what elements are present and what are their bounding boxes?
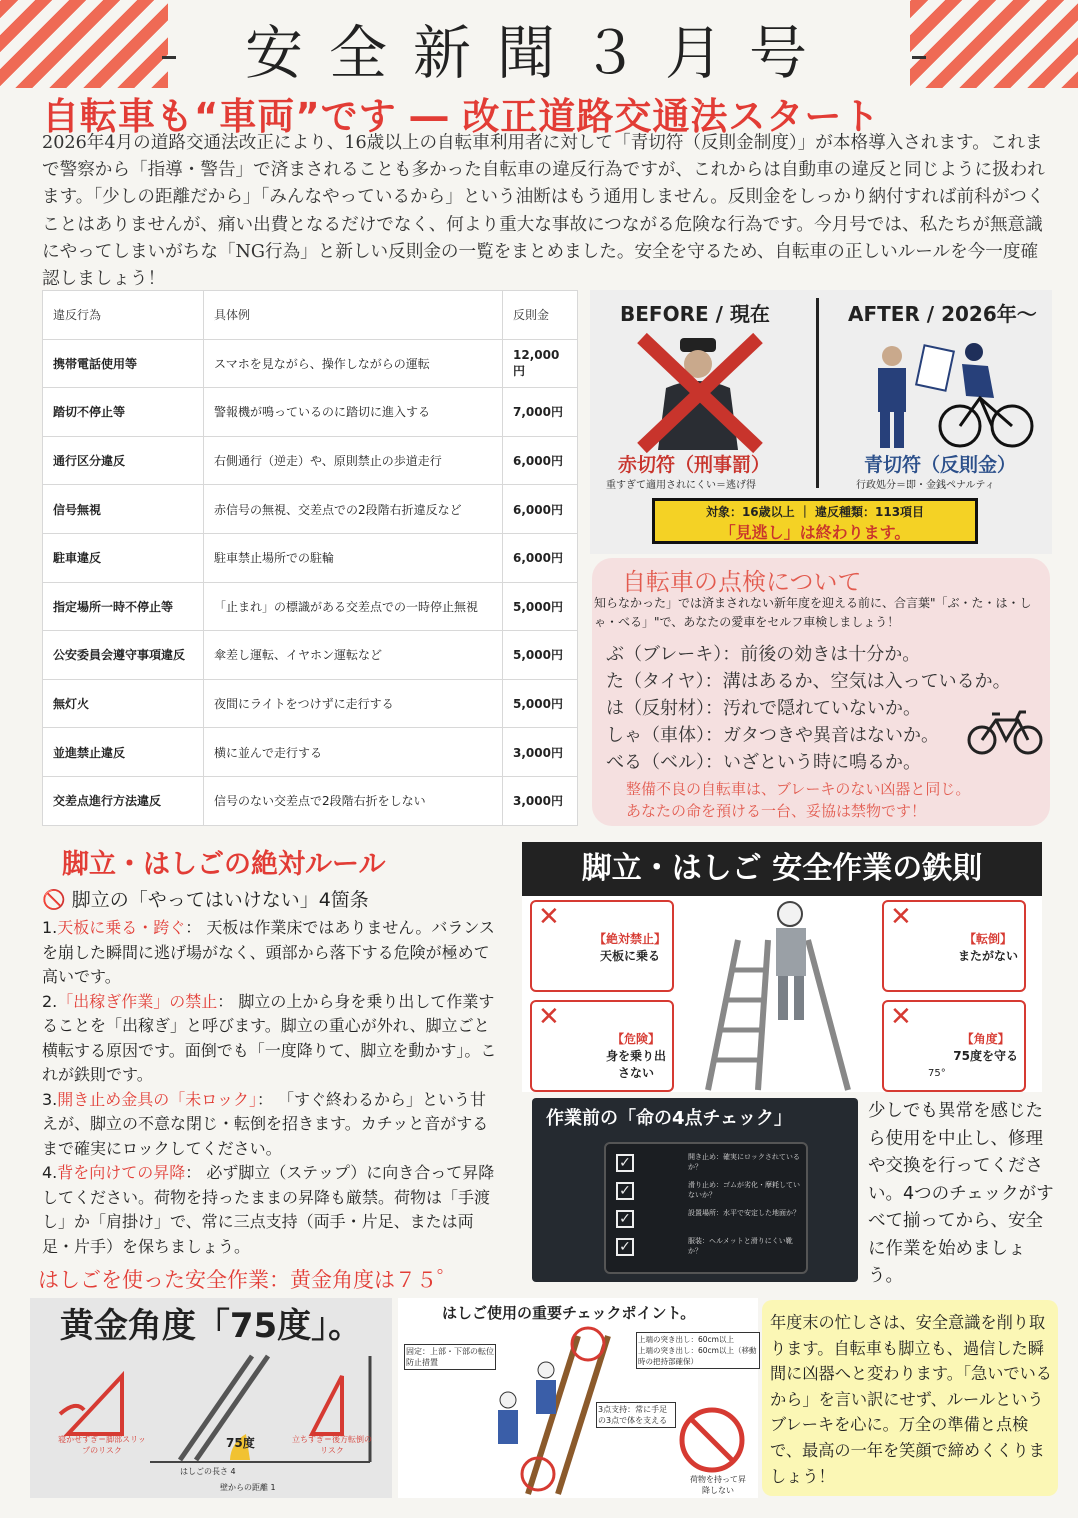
table-row bbox=[43, 436, 578, 485]
fine-cell: 6,000円 bbox=[503, 436, 578, 485]
inspection-warning-1: 整備不良の自転車は、ブレーキのない凶器と同じ。 bbox=[626, 780, 971, 798]
police-officer-crossed-icon bbox=[630, 328, 770, 454]
rule-card-text: 天板に乗る bbox=[599, 949, 660, 963]
angle-mark: 75° bbox=[928, 1068, 946, 1079]
after-caption: 青切符（反則金） bbox=[864, 454, 1017, 476]
header-example: 具体例 bbox=[204, 291, 503, 340]
four-point-title: 作業前の「命の4点チェック」 bbox=[546, 1108, 792, 1129]
ladder-checkpoint-panel bbox=[398, 1298, 758, 1498]
check-row bbox=[616, 1152, 800, 1176]
violation-cell: 通行区分違反 bbox=[43, 436, 204, 485]
table-row bbox=[43, 485, 578, 534]
check-row bbox=[616, 1208, 800, 1232]
ladder-rules-graphic bbox=[522, 842, 1042, 1092]
police-and-cyclist-icon bbox=[862, 340, 1034, 452]
check-text: 滑り止め：ゴムが劣化・摩耗していないか？ bbox=[688, 1181, 800, 1199]
rule-body: ： 天板は作業床ではありません。バランスを崩した瞬間に逃げ場がなく、頭部から落下する危険が極めて高いです。 bbox=[42, 918, 495, 986]
fine-cell: 12,000円 bbox=[503, 339, 578, 388]
fine-cell: 5,000円 bbox=[503, 679, 578, 728]
inspection-item: は（反射材）：汚れで隠れていないか。 bbox=[606, 698, 921, 719]
page-title: 安全新聞３月号 bbox=[244, 19, 833, 87]
divider bbox=[816, 298, 819, 488]
golden-angle-title: 黄金角度「75度」。 bbox=[59, 1306, 363, 1346]
violation-cell: 駐車違反 bbox=[43, 533, 204, 582]
banner-line1: 対象：16歳以上 ｜ 違反種類：113項目 bbox=[705, 505, 925, 519]
ladder-rule bbox=[42, 916, 498, 990]
check-row bbox=[616, 1180, 800, 1204]
bicycle-icon bbox=[966, 708, 1044, 756]
intro-paragraph: 2026年4月の道路交通法改正により、16歳以上の自転車利用者に対して「青切符（反則金制度）」が本格導入されます。これまで警察から「指導・警告」で済まされることも多かった自転車の違反行為ですが、これからは自動車の違反と同じように扱われます。「少しの距離だから」「みんなやっているから」という油断はもう通用しません。反則金をしっかり納付すれば前科がつくことはありませんが、痛い出費となるだけでなく、何より重大な事故につながる危険な行為です。今月号では、私たちが無意識にやってしまいがちな「NG行為」と新しい反則金の一覧をまとめました。安全を守るため、自転車の正しいルールを今一度確認しましょう！ bbox=[42, 133, 1045, 290]
fine-cell: 5,000円 bbox=[503, 631, 578, 680]
headline: 自転車も“車両”です ― 改正道路交通法スタート bbox=[42, 95, 881, 138]
inspection-title: 自転車の点検について bbox=[622, 568, 862, 596]
closing-message-box bbox=[762, 1300, 1058, 1496]
rule-card-text: 身を乗り出さない bbox=[606, 1049, 667, 1080]
left-note: 寝かせすぎ＝脚部スリップのリスク bbox=[58, 1435, 146, 1455]
rule-body: ： 「すぐ終わるから」という甘えが、脚立の不意な閉じ・転倒を招きます。カチッと音がするまで確実にロックしてください。 bbox=[42, 1089, 489, 1158]
x-icon: ✕ bbox=[890, 1002, 912, 1032]
example-cell: 右側通行（逆走）や、原則禁止の歩道走行 bbox=[204, 436, 503, 485]
rule-heading: 「出稼ぎ作業」の禁止 bbox=[57, 991, 218, 1011]
rule-number: 4. bbox=[42, 1163, 58, 1182]
example-cell: 警報機が鳴っているのに踏切に進入する bbox=[204, 388, 503, 437]
rule-number: 3. bbox=[42, 1089, 58, 1109]
rule-card bbox=[530, 1000, 674, 1092]
check-text: 服装：ヘルメットと滑りにくい靴か？ bbox=[688, 1237, 793, 1255]
rule-card-text: 75度を守る bbox=[953, 1049, 1018, 1063]
check-text: 開き止め：確実にロックされているか？ bbox=[688, 1153, 800, 1171]
angle-value: 75度 bbox=[226, 1436, 255, 1450]
ladder-subtitle bbox=[42, 885, 369, 912]
inspection-warning-2: あなたの命を預ける一台、妥協は禁物です！ bbox=[626, 802, 927, 820]
before-caption: 赤切符（刑事罰） bbox=[618, 454, 771, 476]
fix-note: 固定：上部・下部の転位防止措置 bbox=[404, 1344, 496, 1370]
example-cell: 「止まれ」の標識がある交差点での一時停止無視 bbox=[204, 582, 503, 631]
fine-cell: 3,000円 bbox=[503, 776, 578, 825]
worker-on-ladder-icon bbox=[698, 900, 868, 1092]
penalty-table bbox=[42, 290, 578, 826]
check-text: 設置場所：水平で安定した地面か？ bbox=[688, 1209, 800, 1217]
rule-card-text: またがない bbox=[957, 949, 1018, 963]
golden-angle-heading: はしごを使った安全作業：黄金角度は７５゜ bbox=[38, 1268, 458, 1292]
before-label: BEFORE / 現在 bbox=[620, 302, 770, 326]
after-subcaption: 行政処分＝即・金銭ペナルティ bbox=[856, 480, 995, 491]
violation-cell: 携帯電話使用等 bbox=[43, 339, 204, 388]
rule-number: 2. bbox=[42, 991, 58, 1011]
header-violation: 違反行為 bbox=[43, 291, 204, 340]
after-label: AFTER / 2026年〜 bbox=[848, 302, 1037, 326]
table-row bbox=[43, 582, 578, 631]
inspection-item: た（タイヤ）：溝はあるか、空気は入っているか。 bbox=[606, 671, 1011, 692]
rules-graphic-title: 脚立・はしご 安全作業の鉄則 bbox=[522, 842, 1042, 896]
fine-cell: 7,000円 bbox=[503, 388, 578, 437]
prohibited-icon: 🚫 bbox=[42, 889, 66, 911]
table-row bbox=[43, 533, 578, 582]
three-point-note: 3点支持：常に手足の3点で体を支える bbox=[596, 1402, 676, 1428]
rule-card-tag: 【絶対禁止】 bbox=[593, 932, 666, 946]
warning-banner bbox=[652, 498, 978, 544]
fine-cell: 6,000円 bbox=[503, 533, 578, 582]
x-icon: ✕ bbox=[890, 902, 912, 932]
checkpoint-title: はしご使用の重要チェックポイント。 bbox=[442, 1304, 696, 1322]
fine-cell: 3,000円 bbox=[503, 728, 578, 777]
example-cell: 横に並んで走行する bbox=[204, 728, 503, 777]
example-cell: スマホを見ながら、操作しながらの運転 bbox=[204, 339, 503, 388]
banner-line2: 「見逃し」は終わります。 bbox=[719, 523, 911, 542]
table-row bbox=[43, 776, 578, 825]
rule-heading: 背を向けての昇降 bbox=[57, 1163, 186, 1182]
ladder-subtitle-text: 脚立の「やってはいけない」4箇条 bbox=[71, 889, 369, 911]
ladder-rule bbox=[42, 1088, 498, 1162]
x-icon: ✕ bbox=[538, 1002, 560, 1032]
violation-cell: 交差点進行方法違反 bbox=[43, 776, 204, 825]
right-note: 立ちすぎ＝後方転倒のリスク bbox=[292, 1435, 372, 1455]
table-row bbox=[43, 679, 578, 728]
inspection-item: しゃ（車体）：ガタつきや異音はないか。 bbox=[606, 725, 939, 746]
violation-cell: 指定場所一時不停止等 bbox=[43, 582, 204, 631]
rule-card-tag: 【角度】 bbox=[961, 1032, 1010, 1046]
golden-angle-panel bbox=[30, 1298, 392, 1498]
check-row bbox=[616, 1236, 800, 1260]
closing-message: 年度末の忙しさは、安全意識を削り取ります。自転車も脚立も、過信した瞬間に凶器へと変わります。「急いでいるから」を言い訳にせず、ルールというブレーキを心に。万全の準備と点検で、最高の一年を笑顔で締めくくりましょう！ bbox=[770, 1313, 1052, 1486]
example-cell: 夜間にライトをつけずに走行する bbox=[204, 679, 503, 728]
table-row bbox=[43, 339, 578, 388]
checkbox-icon: ✓ bbox=[616, 1210, 634, 1228]
table-row bbox=[43, 388, 578, 437]
top-note bbox=[636, 1332, 760, 1369]
example-cell: 赤信号の無視、交差点での2段階右折違反など bbox=[204, 485, 503, 534]
rule-card-tag: 【危険】 bbox=[611, 1032, 660, 1046]
table-row bbox=[43, 631, 578, 680]
checkbox-icon: ✓ bbox=[616, 1154, 634, 1172]
checkbox-icon: ✓ bbox=[616, 1182, 634, 1200]
rule-body: ： 必ず脚立（ステップ）に向き合って昇降してください。荷物を持ったままの昇降も厳禁。荷物は「手渡し」か「肩掛け」で、常に三点支持（両手・片足、または両足・片手）を保ちましょう。 bbox=[42, 1163, 495, 1256]
inspection-item: べる（ベル）：いざという時に鳴るか。 bbox=[606, 752, 921, 773]
example-cell: 傘差し運転、イヤホン運転など bbox=[204, 631, 503, 680]
inspection-lead: 知らなかった」では済まされない新年度を迎える前に、合言葉"「ぶ・た・は・しゃ・べる」"で、あなたの愛車をセルフ車検しましょう！ bbox=[594, 596, 1032, 629]
ladder-length-label: はしごの長さ 4 bbox=[180, 1467, 236, 1476]
top-note-line1: 上端の突き出し：60cm以上 bbox=[638, 1335, 734, 1344]
carry-note: 荷物を持って昇降しない bbox=[690, 1475, 746, 1495]
table-row bbox=[43, 728, 578, 777]
rule-card bbox=[882, 1000, 1026, 1092]
violation-cell: 並進禁止違反 bbox=[43, 728, 204, 777]
example-cell: 駐車禁止場所での駐輪 bbox=[204, 533, 503, 582]
header-fine: 反則金 bbox=[503, 291, 578, 340]
violation-cell: 無灯火 bbox=[43, 679, 204, 728]
rule-number: 1. bbox=[42, 918, 58, 937]
fine-cell: 6,000円 bbox=[503, 485, 578, 534]
inspection-box bbox=[592, 558, 1050, 826]
fine-cell: 5,000円 bbox=[503, 582, 578, 631]
rule-body: ： 脚立の上から身を乗り出して作業することを「出稼ぎ」と呼びます。脚立の重心が外れ、脚立ごと横転する原因です。面倒でも「一度降りて、脚立を動かす」。これが鉄則です。 bbox=[42, 991, 497, 1084]
rule-heading: 開き止め金具の「未ロック」 bbox=[57, 1089, 257, 1109]
rule-card-tag: 【転倒】 bbox=[963, 932, 1012, 946]
before-subcaption: 重すぎて適用されにくい＝逃げ得 bbox=[606, 480, 756, 491]
check-note: 少しでも異常を感じたら使用を中止し、修理や交換を行ってください。4つのチェックがすべて揃ってから、安全に作業を始めましょう。 bbox=[868, 1101, 1054, 1286]
ladder-rule bbox=[42, 990, 498, 1088]
ladder-rule bbox=[42, 1161, 498, 1259]
inspection-item: ぶ（ブレーキ）：前後の効きは十分か。 bbox=[606, 644, 921, 665]
checkbox-icon: ✓ bbox=[616, 1238, 634, 1256]
top-note-line2: 上端の突き出し：60cm以上（移動時の把持部確保） bbox=[638, 1346, 757, 1366]
four-point-screen bbox=[604, 1142, 808, 1274]
rule-heading: 天板に乗る・跨ぐ bbox=[57, 918, 186, 937]
ladder-rules-list bbox=[42, 916, 498, 1259]
example-cell: 信号のない交差点で2段階右折をしない bbox=[204, 776, 503, 825]
rule-card bbox=[882, 900, 1026, 992]
table-header-row bbox=[43, 291, 578, 340]
violation-cell: 踏切不停止等 bbox=[43, 388, 204, 437]
wall-distance-label: 壁からの距離 1 bbox=[220, 1483, 276, 1492]
before-after-panel bbox=[590, 290, 1052, 554]
ladder-section-title: 脚立・はしごの絶対ルール bbox=[62, 849, 386, 880]
rule-card bbox=[530, 900, 674, 992]
x-icon: ✕ bbox=[538, 902, 560, 932]
violation-cell: 公安委員会遵守事項違反 bbox=[43, 631, 204, 680]
violation-cell: 信号無視 bbox=[43, 485, 204, 534]
four-point-check-panel bbox=[532, 1098, 858, 1282]
